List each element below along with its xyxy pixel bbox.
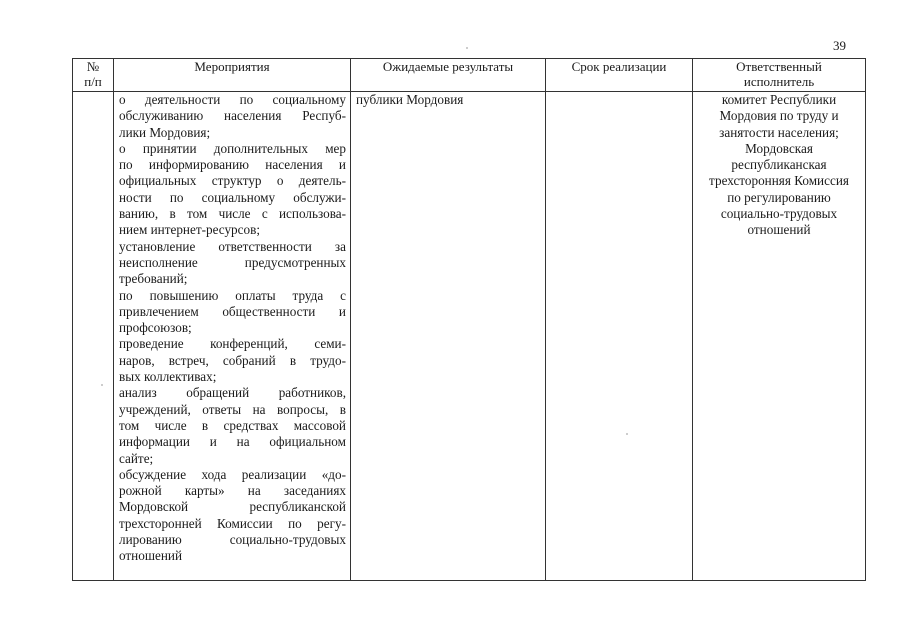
cell-deadline: [546, 92, 693, 581]
page-number: 39: [833, 38, 846, 53]
header-number: № п/п: [73, 59, 114, 92]
activity-line: ванию, в том числе с использова-: [119, 206, 346, 222]
executor-line: по регулированию: [727, 189, 831, 205]
cell-number: [73, 92, 114, 581]
activity-line: наров, встреч, собраний в трудо-: [119, 352, 346, 368]
executor-line: комитет Республики: [721, 92, 837, 107]
cell-activities: [114, 92, 351, 581]
activity-line: по повышению оплаты труда с: [119, 287, 346, 303]
executor-line: трехсторонняя Комиссия: [709, 173, 849, 189]
activity-line: информации и на официальном: [119, 434, 346, 450]
header-deadline: Срок реализации: [546, 59, 693, 92]
scan-speck: [101, 384, 103, 386]
executor-line: отношений: [747, 222, 811, 238]
executor-line: Мордовская: [745, 140, 813, 156]
activity-line: Мордовской республиканской: [119, 499, 346, 515]
activity-line: проведение конференций, семи-: [119, 336, 346, 352]
table-header-row: [73, 59, 866, 92]
activity-line: том числе в средствах массовой: [119, 417, 346, 433]
activity-line: обсуждение хода реализации «до-: [119, 466, 346, 482]
activity-line: учреждений, ответы на вопросы, в: [119, 401, 346, 417]
activity-line: по информированию населения и: [119, 157, 346, 173]
executor-line: социально-трудовых: [720, 206, 838, 222]
cell-results: [351, 92, 546, 581]
activity-line: сайте;: [119, 450, 154, 466]
activity-line: лированию социально-трудовых: [119, 532, 346, 548]
activity-line: установление ответственности за: [119, 238, 346, 254]
activity-line: вых коллективах;: [119, 369, 217, 385]
cell-executor: [693, 92, 866, 581]
executor-line: занятости населения;: [719, 124, 839, 140]
activity-line: нием интернет-ресурсов;: [119, 222, 260, 238]
executor-line: Мордовия по труду и: [719, 108, 839, 124]
executor-line: республиканская: [731, 157, 827, 173]
activity-line: лики Мордовия;: [119, 124, 211, 140]
scan-speck: [466, 47, 468, 49]
executor-text: [693, 92, 865, 239]
results-text: публики Мордовия: [356, 92, 464, 107]
activity-line: анализ обращений работников,: [119, 385, 346, 401]
activity-line: привлечением общественности и: [119, 303, 346, 319]
activity-line: неисполнение предусмотренных: [119, 254, 346, 270]
measures-table: [72, 58, 866, 581]
activity-line: рожной карты» на заседаниях: [119, 483, 346, 499]
table-row: [73, 92, 866, 581]
activity-line: требований;: [119, 271, 188, 287]
header-activities: Мероприятия: [114, 59, 351, 92]
activity-line: о деятельности по социальному: [119, 92, 346, 107]
activity-line: обслуживанию населения Респуб-: [119, 108, 346, 124]
activity-line: официальных структур о деятель-: [119, 173, 346, 189]
activity-line: трехсторонней Комиссии по регу-: [119, 515, 346, 531]
activity-line: профсоюзов;: [119, 320, 192, 336]
header-results: Ожидаемые результаты: [351, 59, 546, 92]
header-executor: Ответственный исполнитель: [693, 59, 866, 92]
scan-speck: [626, 433, 628, 435]
activity-line: о принятии дополнительных мер: [119, 140, 346, 156]
activity-line: отношений: [119, 548, 183, 564]
activities-text: [114, 92, 350, 565]
activity-line: ности по социальному обслужи-: [119, 189, 346, 205]
